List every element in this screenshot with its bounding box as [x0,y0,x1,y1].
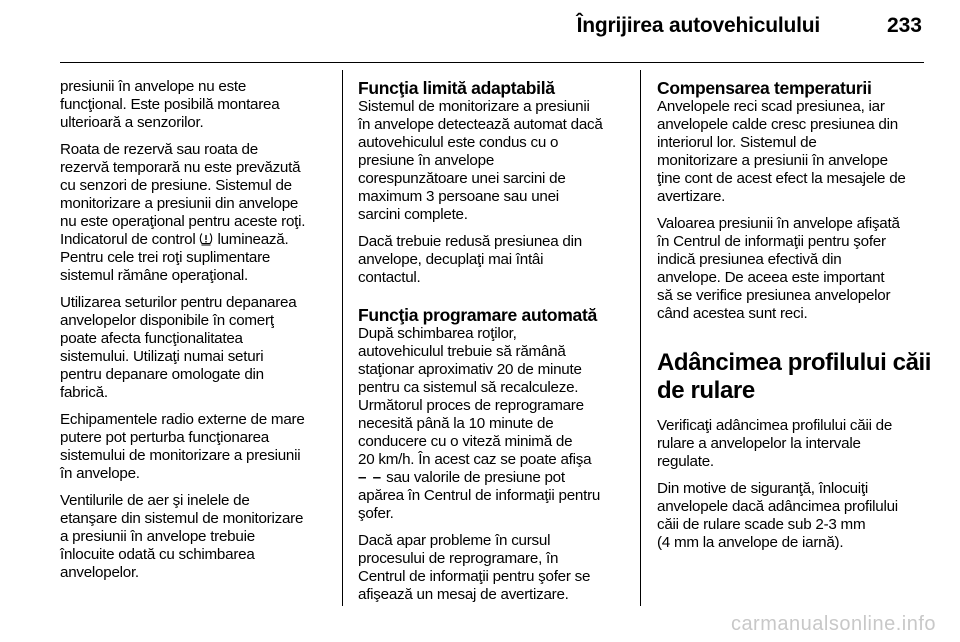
text-line: Ventilurile de aer şi inelele de [60,492,250,509]
text-line: Valoarea presiunii în anvelope afişată [657,215,900,232]
paragraph-text: Indicatorul de control [60,231,196,248]
text-line: sistemul rămâne operaţional. [60,267,249,284]
text-line: ţine cont de acest efect la mesajele de [657,170,906,187]
paragraph-text: sau valorile de presiune pot [386,469,565,486]
text-line: indică presiunea efectivă din [657,251,842,268]
paragraph [60,492,332,582]
text-line: autovehiculul trebuie să rămână [358,343,566,360]
paragraph [657,215,929,323]
text-line: maximum 3 persoane sau unei [358,188,559,205]
text-line: Roata de rezervă sau roata de [60,141,258,158]
text-line: ulterioară a senzorilor. [60,114,204,131]
column-divider-2 [640,70,641,606]
text-line: sistemului. Utilizaţi numai seturi [60,348,264,365]
text-line: a presiunii în anvelope trebuie [60,528,255,545]
text-line: anvelope, decuplaţi mai întâi [358,251,544,268]
paragraph [60,411,332,483]
section-heading: Funcţia limită adaptabilă [358,78,555,98]
column-divider-1 [342,70,343,606]
text-line: cu senzori de presiune. Sistemul de [60,177,292,194]
watermark: carmanualsonline.info [730,613,936,635]
text-line: interiorul lor. Sistemul de [657,134,817,151]
text-line: în anvelope detectează automat dacă [358,116,603,133]
text-line: Sistemul de monitorizare a presiunii [358,98,590,115]
text-line: Utilizarea seturilor pentru depanarea [60,294,297,311]
text-line: Verificaţi adâncimea profilului căii de [657,417,893,434]
text-line: contactul. [358,269,421,286]
paragraph [358,98,630,224]
text-line: regulate. [657,453,714,470]
text-line: sistemului de monitorizare a presiunii [60,447,301,464]
text-line: de rulare [657,377,755,404]
paragraph [358,532,630,604]
text-line: în Centrul de informaţii pentru şofer [657,233,886,250]
text-line: (4 mm la anvelope de iarnă). [657,534,844,551]
paragraph [60,294,332,402]
text-line: Pentru cele trei roţi suplimentare [60,249,271,266]
text-line: fabrică. [60,384,108,401]
text-line: După schimbarea roţilor, [358,325,517,342]
column-2 [358,78,630,613]
text-line: putere pot perturba funcţionarea [60,429,269,446]
text-line: când acestea sunt reci. [657,305,808,322]
tire-pressure-warning-icon [199,232,213,246]
text-line: monitorizare a presiunii din anvelope [60,195,299,212]
paragraph [60,78,332,132]
text-line: corespunzătoare unei sarcini de [358,170,566,187]
paragraph [358,325,630,523]
section-heading: Funcţia programare automată [358,305,597,325]
column-3 [657,78,932,561]
text-line: funcţional. Este posibilă montarea [60,96,280,113]
chapter-heading [657,349,932,405]
text-line: rezervă temporară nu este prevăzută [60,159,301,176]
text-line: căii de rulare scade sub 2-3 mm [657,516,866,533]
text-line: conducere cu o viteză minimă de [358,433,573,450]
text-line: anvelopelor disponibile în comerţ [60,312,274,329]
text-line: presiune în anvelope [358,152,495,169]
text-line: în anvelope. [60,465,140,482]
text-line: înlocuite odată cu schimbarea [60,546,255,563]
column-1 [60,78,332,591]
text-line: presiunii în anvelope nu este [60,78,247,95]
text-line: etanşare din sistemul de monitorizare [60,510,304,527]
text-line: necesită până la 10 minute de [358,415,554,432]
text-line: autovehiculul este condus cu o [358,134,559,151]
text-line: anvelopele dacă adâncimea profilului [657,498,898,515]
text-line: Dacă trebuie redusă presiunea din [358,233,582,250]
text-line: anvelopele calde cresc presiunea din [657,116,898,133]
paragraph [358,233,630,287]
text-line: Anvelopele reci scad presiunea, iar [657,98,885,115]
text-line: Echipamentele radio externe de mare [60,411,305,428]
text-line: anvelope. De aceea este important [657,269,885,286]
text-line: Centrul de informaţii pentru şofer se [358,568,591,585]
text-line: pentru depanare omologate din [60,366,264,383]
text-line: să se verifice presiunea anvelopelor [657,287,891,304]
text-line: apărea în Centrul de informaţii pentru [358,487,601,504]
text-line: poate afecta funcţionalitatea [60,330,243,347]
paragraph [657,98,929,206]
text-line: afişează un mesaj de avertizare. [358,586,569,603]
paragraph [657,417,929,471]
text-line: Următorul proces de reprogramare [358,397,584,414]
text-line: monitorizare a presiunii în anvelope [657,152,888,169]
section-heading: Compensarea temperaturii [657,78,872,98]
header-divider [60,62,924,63]
text-line: staţionar aproximativ 20 de minute [358,361,582,378]
paragraph [60,141,332,285]
dashes-symbol: – – [358,469,383,486]
text-line: Adâncimea profilului căii [657,349,932,376]
text-line: procesului de reprogramare, în [358,550,559,567]
paragraph [657,480,929,552]
text-line: şofer. [358,505,394,522]
text-line: pentru ca sistemul să recalculeze. [358,379,579,396]
page-header-title: Îngrijirea autovehiculului [576,14,820,37]
page-number: 233 [886,14,922,37]
text-line: Dacă apar probleme în cursul [358,532,551,549]
text-line: rulare a anvelopelor la intervale [657,435,861,452]
text-line: nu este operaţional pentru aceste roţi. [60,213,306,230]
text-line: 20 km/h. În acest caz se poate afişa [358,451,592,468]
text-line: avertizare. [657,188,726,205]
text-line: anvelopelor. [60,564,139,581]
text-line: Din motive de siguranţă, înlocuiţi [657,480,868,497]
text-line: sarcini complete. [358,206,468,223]
paragraph-text: luminează. [217,231,289,248]
